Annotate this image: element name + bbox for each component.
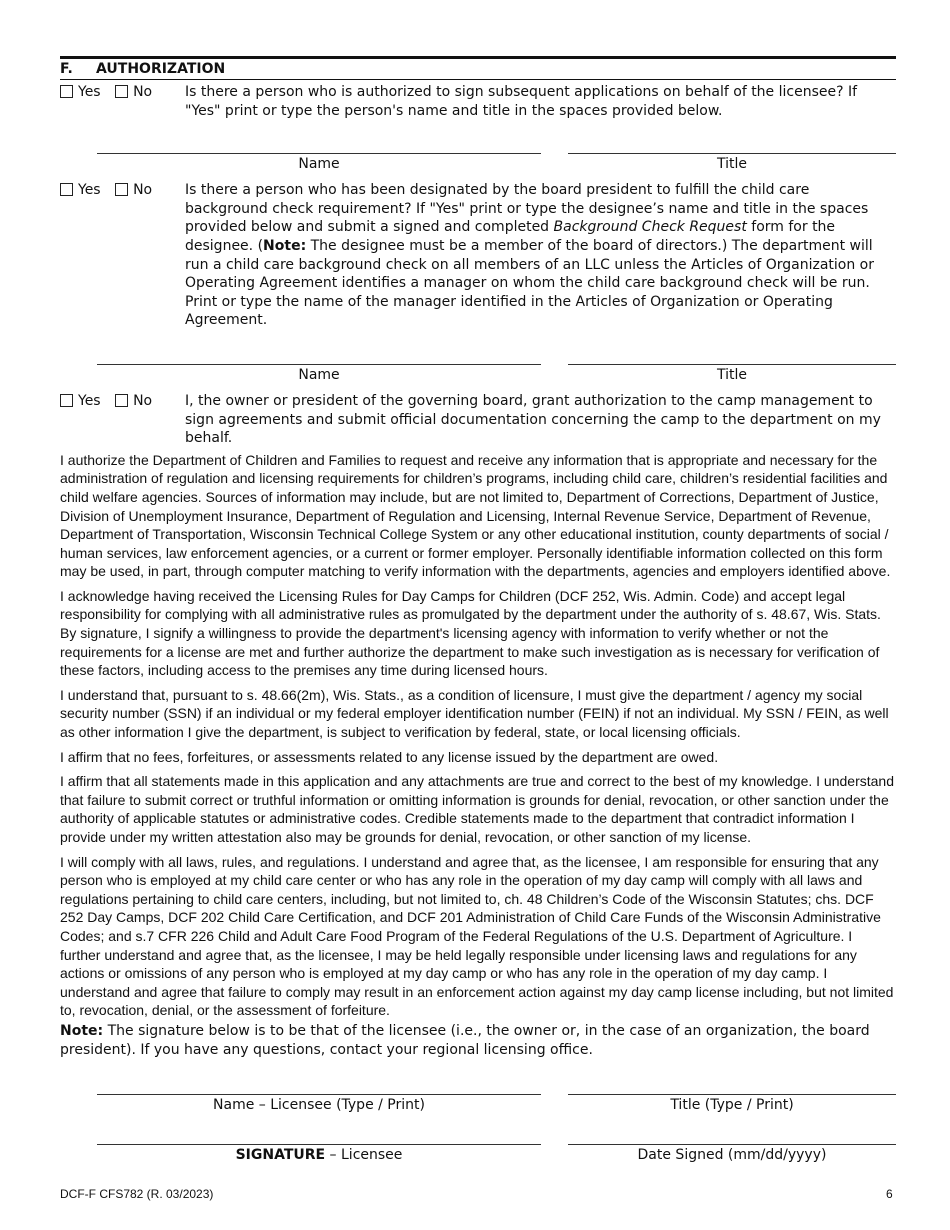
authorization-paragraph: I authorize the Department of Children and Families to request and receive any information that is appropriate and necessary for the administration of regulation and licensing requirements for children’s programs, including child care, children’s residential facilities and child welfare agencies. Sources of information may include, but are not limited to, Department of Corrections, Department of Justice, Division of Unemployment Insurance, Department of Regulation and Licensing, Internal Revenue Service, Department of Revenue, Department of Transportation, Wisconsin Technical College System or any other educational institution, county departments of social / human services, law enforcement agencies, or a current or former employer. Personally identifiable information collected on this form may be used, in part, through computer matching to verify information with the departments, agencies and employers identified above. [60,451,891,580]
affirmation-paragraph: I affirm that all statements made in this application and any attachments are true and correct to the best of my knowledge. I understand that failure to submit correct or truthful information or omitting information is grounds for denial, revocation, or other sanction under the authority of applicable statutes or administrative codes. Credible statements made to the department that contradict information I provide under my written attestation also may be grounds for denial, revocation, or other sanction of my license. [60,773,894,845]
q2-title-field[interactable] [568,364,896,384]
acknowledgement-paragraph: I acknowledge having received the Licensing Rules for Day Camps for Children (DCF 252, Wis. Admin. Code) and accept legal responsibility for complying with all administrative rules as promulgated by the department under the authority of s. 48.67, Wis. Stats. By signature, I signify a willingness to provide the department's licensing agency with information to verify whether or not the requirements for a license are met and further authorize the department to make such investigation as is necessary for verification of these factors, including access to the premises any time during licensed hours. [60,587,881,679]
q2-yes-label: Yes [78,182,101,199]
form-id: DCF-F CFS782 (R. 03/2023) [60,1187,214,1201]
q1-yes-checkbox[interactable] [60,85,73,98]
question-1-options [60,83,162,102]
q2-name-field[interactable] [97,364,541,384]
q3-no-label: No [133,392,153,409]
section-letter: F. [60,61,73,77]
ssn-paragraph: I understand that, pursuant to s. 48.66(2m), Wis. Stats., as a condition of licensure, I must give the department / agency my social security number (SSN) if an individual or my federal employer identification number (FEIN) if not an individual. My SSN / FEIN, as well as other information I give the department, is subject to verification by federal, state, or local licensing officials. [60,686,889,741]
q1-title-label: Title [716,156,747,173]
q2-title-label: Title [716,366,747,383]
q1-title-field[interactable] [568,153,896,173]
q2-no-checkbox[interactable] [115,183,128,196]
fees-paragraph: I affirm that no fees, forfeitures, or assessments related to any license issued by the department are owed. [60,748,719,765]
date-signed-label: Date Signed (mm/dd/yyyy) [637,1147,827,1163]
q2-note-label: Note: [263,237,307,254]
note-text: The signature below is to be that of the licensee (i.e., the owner or, in the case of an organization, the board president). If you have any questions, contact your regional licensing office. [60,1022,870,1058]
question-3-text: I, the owner or president of the governing board, grant authorization to the camp management to sign agreements and submit official documentation concerning the camp to the department on my behalf. [185,392,881,447]
date-signed-field[interactable] [568,1144,896,1164]
page-number: 6 [886,1187,893,1201]
section-header [60,56,896,80]
question-1-text: Is there a person who is authorized to sign subsequent applications on behalf of the licensee? If "Yes" print or type the person's name and title in the spaces provided below. [185,84,858,119]
signature-bold-label: SIGNATURE [235,1147,326,1163]
q2-text-part2: form for the designee. ( [185,219,836,254]
licensee-name-field[interactable] [97,1094,541,1114]
q1-name-label: Name [298,156,340,173]
licensee-title-field[interactable] [568,1094,896,1114]
licensee-name-label: Name – Licensee (Type / Print) [213,1097,425,1113]
q1-no-label: No [133,84,153,100]
question-3 [60,392,896,448]
q2-text-part1: Is there a person who has been designated by the board president to fulfill the child care background check requirement? If "Yes" print or type the designee’s name and title in the spaces provided below and submit a signed and completed [185,182,869,236]
q2-text-part3: The designee must be a member of the board of directors.) The department will run a child care background check on all members of an LLC unless the Articles of Organization or Operating Agreement identifies a manager on whom the child care background check will be run. Print or type the name of the manager identified in the Articles of Organization or Operating Agreement. [185,237,874,329]
note-label: Note: [60,1022,104,1039]
q2-no-label: No [133,182,153,199]
q3-no-checkbox[interactable] [115,394,128,407]
question-3-options [60,392,162,411]
q1-yes-label: Yes [78,84,101,100]
q3-yes-label: Yes [78,392,101,409]
q1-name-field[interactable] [97,153,541,173]
authorization-section [60,56,896,1059]
signature-note [60,1022,896,1059]
background-check-form-name: Background Check Request [553,219,747,236]
section-title: AUTHORIZATION [96,61,226,77]
licensee-title-label: Title (Type / Print) [670,1097,794,1113]
compliance-paragraph: I will comply with all laws, rules, and regulations. I understand and agree that, as the licensee, I am responsible for ensuring that any person who is employed at my child care center or who has any role in the operation of my day camp will comply with all laws and regulations pertaining to child care centers, including, but not limited to, ch. 48 Children’s Code of the Wisconsin Statutes; chs. DCF 252 Day Camps, DCF 202 Child Care Certification, and DCF 201 Administration of Child Care Funds of the Wisconsin Administrative Codes; and s.7 CFR 226 Child and Adult Care Food Program of the Federal Regulations of the U.S. Department of Agriculture. I further understand and agree that, as the licensee, I may be held legally responsible under licensing laws and regulations for any actions or omissions of any person who is employed at my day camp or who has any role in the operation of my day camp. I understand and agree that failure to comply may result in an enforcement action against my day camp license including, but not limited to, revocation, denial, or the assessment of forfeiture. [60,853,894,1019]
q1-no-checkbox[interactable] [115,85,128,98]
q2-yes-checkbox[interactable] [60,183,73,196]
q3-yes-checkbox[interactable] [60,394,73,407]
question-2-options [60,181,162,200]
licensee-signature-field[interactable] [97,1144,541,1164]
question-2-text [185,181,896,330]
question-2 [60,181,896,330]
q2-name-label: Name [298,366,340,383]
signature-label-rest: – Licensee [325,1147,403,1163]
q1-signature-lines [60,153,896,175]
q2-signature-lines [60,364,896,386]
question-1 [60,83,896,120]
